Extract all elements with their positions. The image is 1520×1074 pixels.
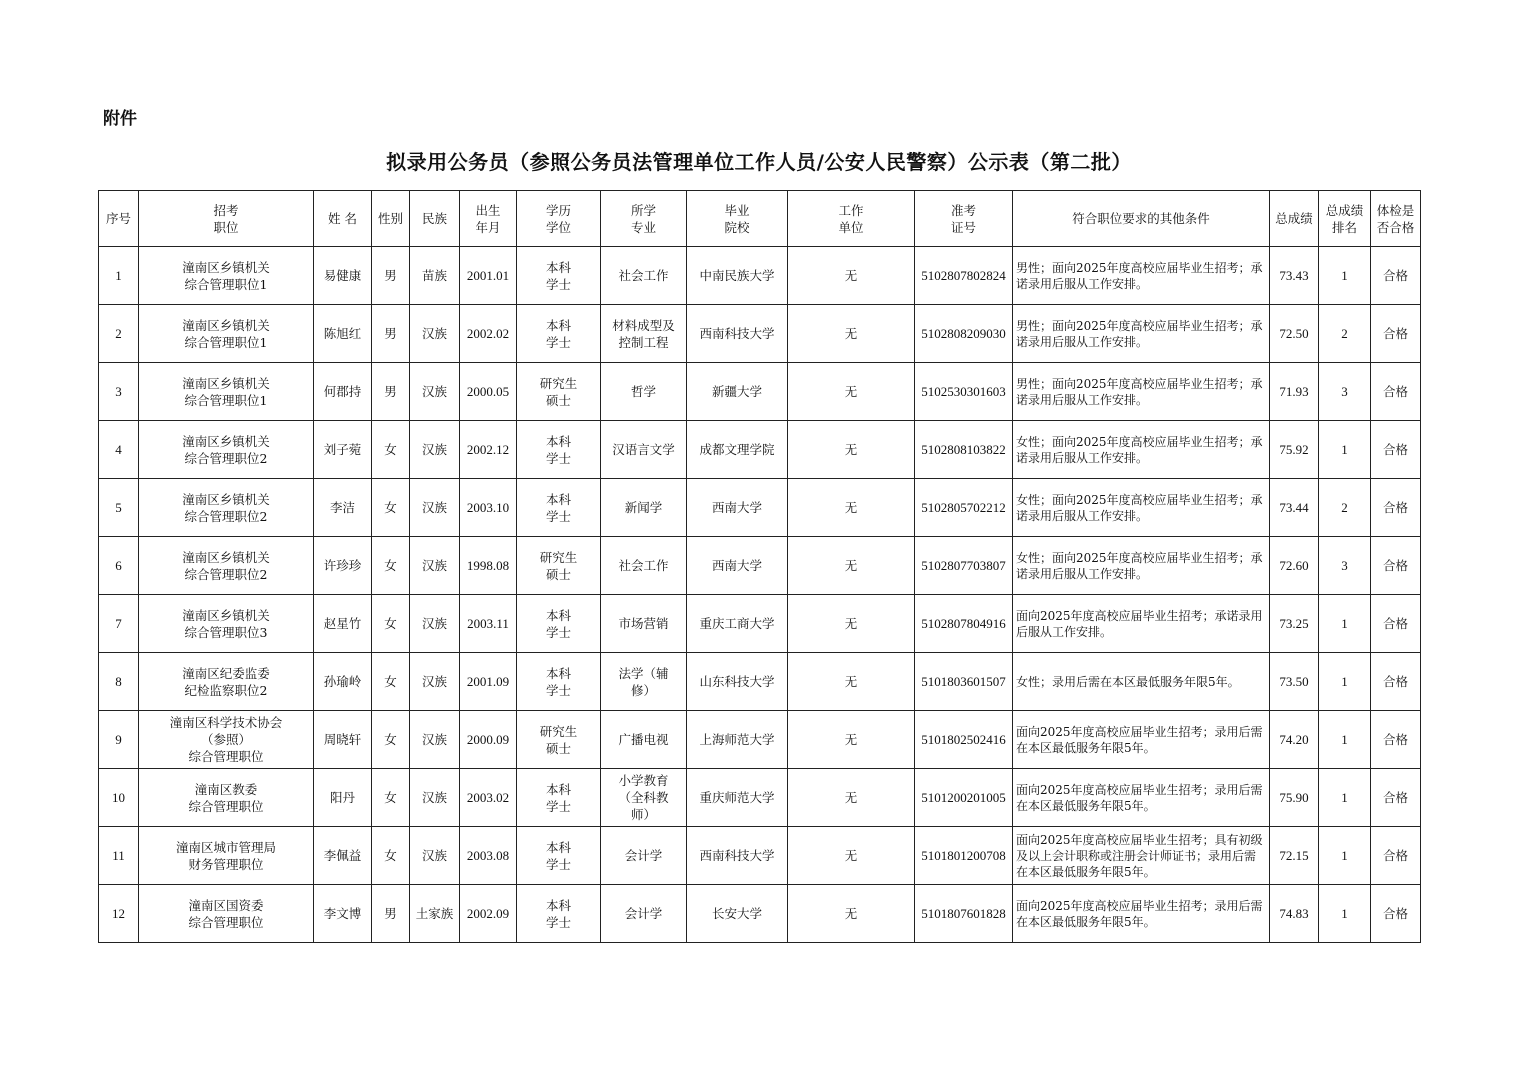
cell-ethnicity: 汉族 [410,421,460,479]
cell-position: 潼南区乡镇机关 综合管理职位1 [139,247,314,305]
cell-employer: 无 [788,653,915,711]
table-row [99,653,1421,711]
cell-seq: 2 [99,305,139,363]
table-row [99,769,1421,827]
cell-conditions: 面向2025年度高校应届毕业生招考；录用后需在本区最低服务年限5年。 [1013,769,1270,827]
cell-total-score: 75.90 [1270,769,1319,827]
cell-total-score: 73.25 [1270,595,1319,653]
cell-gender: 女 [372,537,410,595]
cell-name: 许珍珍 [314,537,372,595]
cell-seq: 10 [99,769,139,827]
cell-major: 新闻学 [601,479,687,537]
cell-name: 周晓轩 [314,711,372,769]
cell-rank: 1 [1319,711,1371,769]
cell-major: 小学教育 （全科教 师） [601,769,687,827]
cell-birth: 2003.08 [460,827,517,885]
cell-school: 重庆师范大学 [687,769,788,827]
cell-ethnicity: 汉族 [410,363,460,421]
cell-birth: 2001.01 [460,247,517,305]
cell-position: 潼南区乡镇机关 综合管理职位1 [139,363,314,421]
cell-birth: 2000.09 [460,711,517,769]
cell-employer: 无 [788,479,915,537]
cell-position: 潼南区城市管理局 财务管理职位 [139,827,314,885]
cell-position: 潼南区科学技术协会 （参照） 综合管理职位 [139,711,314,769]
cell-seq: 8 [99,653,139,711]
cell-employer: 无 [788,537,915,595]
cell-birth: 2000.05 [460,363,517,421]
cell-name: 赵星竹 [314,595,372,653]
cell-education: 本科 学士 [517,595,601,653]
cell-physical-exam: 合格 [1371,479,1421,537]
cell-ticket-no: 5101802502416 [915,711,1013,769]
cell-major: 会计学 [601,885,687,943]
cell-education: 本科 学士 [517,305,601,363]
cell-rank: 1 [1319,769,1371,827]
cell-school: 新疆大学 [687,363,788,421]
cell-major: 社会工作 [601,537,687,595]
cell-employer: 无 [788,305,915,363]
cell-gender: 女 [372,479,410,537]
cell-school: 西南科技大学 [687,305,788,363]
cell-ticket-no: 5102530301603 [915,363,1013,421]
table-row [99,421,1421,479]
cell-education: 本科 学士 [517,769,601,827]
cell-rank: 3 [1319,363,1371,421]
cell-total-score: 74.83 [1270,885,1319,943]
cell-birth: 2003.10 [460,479,517,537]
column-header-school: 毕业 院校 [687,191,788,247]
cell-employer: 无 [788,885,915,943]
cell-education: 本科 学士 [517,653,601,711]
cell-education: 本科 学士 [517,885,601,943]
table-row [99,247,1421,305]
cell-ethnicity: 汉族 [410,769,460,827]
table-row [99,537,1421,595]
cell-ethnicity: 汉族 [410,595,460,653]
cell-seq: 1 [99,247,139,305]
cell-gender: 女 [372,711,410,769]
table-row [99,363,1421,421]
document-title: 拟录用公务员（参照公务员法管理单位工作人员/公安人民警察）公示表（第二批） [386,150,1132,174]
cell-name: 易健康 [314,247,372,305]
cell-ticket-no: 5101803601507 [915,653,1013,711]
cell-ticket-no: 5102807703807 [915,537,1013,595]
column-header-major: 所学 专业 [601,191,687,247]
cell-ticket-no: 5102807802824 [915,247,1013,305]
cell-ticket-no: 5102808103822 [915,421,1013,479]
cell-education: 研究生 硕士 [517,537,601,595]
cell-physical-exam: 合格 [1371,885,1421,943]
table-row [99,827,1421,885]
cell-ethnicity: 汉族 [410,305,460,363]
cell-education: 本科 学士 [517,421,601,479]
cell-education: 研究生 硕士 [517,711,601,769]
table-header-row [99,191,1421,247]
cell-major: 哲学 [601,363,687,421]
cell-gender: 女 [372,653,410,711]
cell-ethnicity: 汉族 [410,827,460,885]
cell-total-score: 74.20 [1270,711,1319,769]
column-header-seq: 序号 [99,191,139,247]
cell-gender: 男 [372,885,410,943]
cell-gender: 女 [372,769,410,827]
cell-seq: 7 [99,595,139,653]
cell-total-score: 73.50 [1270,653,1319,711]
cell-conditions: 面向2025年度高校应届毕业生招考；录用后需在本区最低服务年限5年。 [1013,885,1270,943]
cell-ethnicity: 汉族 [410,479,460,537]
cell-birth: 2001.09 [460,653,517,711]
cell-physical-exam: 合格 [1371,247,1421,305]
cell-name: 李文博 [314,885,372,943]
column-header-gender: 性别 [372,191,410,247]
cell-school: 山东科技大学 [687,653,788,711]
cell-rank: 2 [1319,305,1371,363]
cell-seq: 11 [99,827,139,885]
cell-employer: 无 [788,363,915,421]
cell-conditions: 男性；面向2025年度高校应届毕业生招考；承诺录用后服从工作安排。 [1013,363,1270,421]
cell-total-score: 73.43 [1270,247,1319,305]
cell-rank: 3 [1319,537,1371,595]
cell-physical-exam: 合格 [1371,537,1421,595]
cell-name: 何郡持 [314,363,372,421]
cell-total-score: 72.15 [1270,827,1319,885]
cell-seq: 12 [99,885,139,943]
cell-conditions: 女性；面向2025年度高校应届毕业生招考；承诺录用后服从工作安排。 [1013,537,1270,595]
cell-physical-exam: 合格 [1371,421,1421,479]
cell-position: 潼南区乡镇机关 综合管理职位2 [139,537,314,595]
cell-ethnicity: 汉族 [410,653,460,711]
cell-gender: 女 [372,827,410,885]
cell-school: 成都文理学院 [687,421,788,479]
cell-major: 法学（辅 修） [601,653,687,711]
cell-physical-exam: 合格 [1371,305,1421,363]
cell-ethnicity: 汉族 [410,711,460,769]
table-body [99,247,1421,943]
cell-rank: 1 [1319,247,1371,305]
cell-rank: 1 [1319,421,1371,479]
cell-gender: 男 [372,247,410,305]
column-header-ticket-no: 准考 证号 [915,191,1013,247]
column-header-position: 招考 职位 [139,191,314,247]
cell-conditions: 面向2025年度高校应届毕业生招考；录用后需在本区最低服务年限5年。 [1013,711,1270,769]
cell-employer: 无 [788,595,915,653]
cell-rank: 1 [1319,653,1371,711]
cell-name: 刘子菀 [314,421,372,479]
cell-physical-exam: 合格 [1371,363,1421,421]
cell-school: 西南大学 [687,479,788,537]
cell-conditions: 女性；面向2025年度高校应届毕业生招考；承诺录用后服从工作安排。 [1013,421,1270,479]
cell-total-score: 73.44 [1270,479,1319,537]
column-header-birth: 出生 年月 [460,191,517,247]
cell-seq: 6 [99,537,139,595]
table-row [99,305,1421,363]
cell-total-score: 71.93 [1270,363,1319,421]
cell-employer: 无 [788,247,915,305]
cell-name: 孙瑜岭 [314,653,372,711]
cell-ticket-no: 5102805702212 [915,479,1013,537]
cell-education: 研究生 硕士 [517,363,601,421]
cell-name: 李洁 [314,479,372,537]
column-header-physical-exam: 体检是 否合格 [1371,191,1421,247]
cell-birth: 2003.02 [460,769,517,827]
column-header-rank: 总成绩 排名 [1319,191,1371,247]
cell-total-score: 75.92 [1270,421,1319,479]
column-header-total-score: 总成绩 [1270,191,1319,247]
cell-name: 李佩益 [314,827,372,885]
cell-seq: 3 [99,363,139,421]
cell-physical-exam: 合格 [1371,769,1421,827]
cell-education: 本科 学士 [517,479,601,537]
cell-major: 会计学 [601,827,687,885]
cell-position: 潼南区乡镇机关 综合管理职位2 [139,421,314,479]
candidate-table [98,190,1421,943]
cell-birth: 2002.09 [460,885,517,943]
cell-conditions: 面向2025年度高校应届毕业生招考；具有初级及以上会计职称或注册会计师证书；录用后需在本区最低服务年限5年。 [1013,827,1270,885]
cell-rank: 1 [1319,595,1371,653]
cell-gender: 女 [372,595,410,653]
table-row [99,885,1421,943]
cell-birth: 2002.02 [460,305,517,363]
cell-seq: 5 [99,479,139,537]
cell-gender: 女 [372,421,410,479]
cell-major: 市场营销 [601,595,687,653]
cell-major: 广播电视 [601,711,687,769]
cell-conditions: 女性；录用后需在本区最低服务年限5年。 [1013,653,1270,711]
cell-ethnicity: 汉族 [410,537,460,595]
cell-conditions: 男性；面向2025年度高校应届毕业生招考；承诺录用后服从工作安排。 [1013,247,1270,305]
cell-school: 西南科技大学 [687,827,788,885]
column-header-education: 学历 学位 [517,191,601,247]
cell-gender: 男 [372,363,410,421]
cell-position: 潼南区教委 综合管理职位 [139,769,314,827]
cell-total-score: 72.50 [1270,305,1319,363]
cell-school: 西南大学 [687,537,788,595]
cell-position: 潼南区乡镇机关 综合管理职位2 [139,479,314,537]
cell-position: 潼南区纪委监委 纪检监察职位2 [139,653,314,711]
cell-ticket-no: 5101801200708 [915,827,1013,885]
cell-birth: 2003.11 [460,595,517,653]
cell-name: 陈旭红 [314,305,372,363]
cell-rank: 1 [1319,885,1371,943]
cell-major: 社会工作 [601,247,687,305]
cell-school: 长安大学 [687,885,788,943]
cell-position: 潼南区国资委 综合管理职位 [139,885,314,943]
cell-education: 本科 学士 [517,247,601,305]
cell-rank: 2 [1319,479,1371,537]
cell-school: 上海师范大学 [687,711,788,769]
cell-ethnicity: 苗族 [410,247,460,305]
cell-seq: 9 [99,711,139,769]
cell-physical-exam: 合格 [1371,595,1421,653]
cell-conditions: 男性；面向2025年度高校应届毕业生招考；承诺录用后服从工作安排。 [1013,305,1270,363]
cell-major: 材料成型及 控制工程 [601,305,687,363]
cell-employer: 无 [788,421,915,479]
column-header-name: 姓 名 [314,191,372,247]
cell-total-score: 72.60 [1270,537,1319,595]
cell-physical-exam: 合格 [1371,827,1421,885]
cell-rank: 1 [1319,827,1371,885]
cell-gender: 男 [372,305,410,363]
cell-name: 阳丹 [314,769,372,827]
cell-school: 重庆工商大学 [687,595,788,653]
column-header-conditions: 符合职位要求的其他条件 [1013,191,1270,247]
cell-physical-exam: 合格 [1371,653,1421,711]
cell-ticket-no: 5102807804916 [915,595,1013,653]
cell-ticket-no: 5102808209030 [915,305,1013,363]
cell-ticket-no: 5101200201005 [915,769,1013,827]
cell-school: 中南民族大学 [687,247,788,305]
table-row [99,595,1421,653]
cell-birth: 2002.12 [460,421,517,479]
cell-conditions: 女性；面向2025年度高校应届毕业生招考；承诺录用后服从工作安排。 [1013,479,1270,537]
cell-position: 潼南区乡镇机关 综合管理职位1 [139,305,314,363]
attachment-label: 附件 [103,109,137,129]
cell-physical-exam: 合格 [1371,711,1421,769]
cell-birth: 1998.08 [460,537,517,595]
table-row [99,711,1421,769]
cell-major: 汉语言文学 [601,421,687,479]
cell-ethnicity: 土家族 [410,885,460,943]
cell-employer: 无 [788,827,915,885]
cell-education: 本科 学士 [517,827,601,885]
cell-conditions: 面向2025年度高校应届毕业生招考；承诺录用后服从工作安排。 [1013,595,1270,653]
table-row [99,479,1421,537]
column-header-ethnicity: 民族 [410,191,460,247]
cell-ticket-no: 5101807601828 [915,885,1013,943]
cell-employer: 无 [788,711,915,769]
cell-position: 潼南区乡镇机关 综合管理职位3 [139,595,314,653]
cell-seq: 4 [99,421,139,479]
cell-employer: 无 [788,769,915,827]
column-header-employer: 工作 单位 [788,191,915,247]
